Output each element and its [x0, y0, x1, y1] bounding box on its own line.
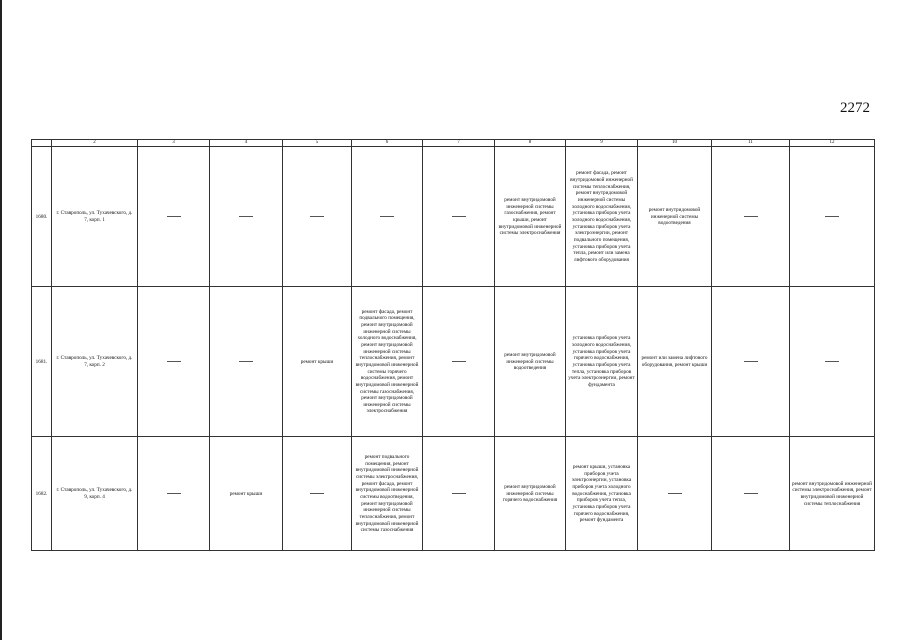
work-cell: ремонт крыши — [283, 287, 352, 437]
empty-cell — [712, 437, 790, 551]
empty-cell — [138, 287, 210, 437]
empty-cell — [712, 147, 790, 287]
empty-cell — [283, 437, 352, 551]
table-row — [32, 147, 875, 287]
dash-mark — [167, 493, 181, 494]
header-row — [32, 140, 875, 147]
address-cell: г. Ставрополь, ул. Тухачевского, д. 7, корп. 1 — [52, 147, 138, 287]
work-cell: ремонт подвального помещения, ремонт внутридомовой инженерной системы электроснабжения, ремонт фасада, ремонт внутридомовой инженерной системы водоотведения, ремонт внутридомовой инженерной системы теплоснабжения, ремонт внутридомовой инженерной системы газоснабжения — [352, 437, 423, 551]
header-cell: 9 — [566, 140, 638, 147]
header-cell: 7 — [423, 140, 495, 147]
work-cell: ремонт внутридомовой инженерной системы горячего водоснабжения — [495, 437, 566, 551]
dash-mark — [452, 361, 466, 362]
dash-mark — [825, 216, 839, 217]
work-cell: ремонт крыши — [210, 437, 283, 551]
empty-cell — [352, 147, 423, 287]
empty-cell — [638, 437, 712, 551]
header-cell: 2 — [52, 140, 138, 147]
header-cell: 8 — [495, 140, 566, 147]
empty-cell — [138, 437, 210, 551]
page-number: 2272 — [840, 100, 870, 116]
dash-mark — [310, 216, 324, 217]
empty-cell — [423, 437, 495, 551]
empty-cell — [138, 147, 210, 287]
work-cell: ремонт внутридомовой инженерной системы газоснабжения, ремонт крыши, ремонт внутридомовой инженерной системы электроснабжения — [495, 147, 566, 287]
header-cell: 3 — [138, 140, 210, 147]
work-cell: ремонт фасада, ремонт подвального помещения, ремонт внутридомовой инженерной системы холодного водоснабжения, ремонт внутридомовой инженерной системы теплоснабжения, ремонт внутридомовой инженерной системы горячего водоснабжения, ремонт внутридомовой инженерной системы газоснабжения, ремонт внутридомовой инженерной системы электроснабжения — [352, 287, 423, 437]
dash-mark — [744, 216, 758, 217]
row-number: 1682. — [32, 437, 52, 551]
work-cell: ремонт внутридомовой инженерной системы водоотведения — [638, 147, 712, 287]
work-cell: ремонт внутридомовой инженерной системы водоотведения — [495, 287, 566, 437]
row-number: 1680. — [32, 147, 52, 287]
dash-mark — [310, 493, 324, 494]
row-number: 1681. — [32, 287, 52, 437]
dash-mark — [239, 216, 253, 217]
empty-cell — [210, 147, 283, 287]
empty-cell — [423, 147, 495, 287]
dash-mark — [239, 361, 253, 362]
empty-cell — [712, 287, 790, 437]
empty-cell — [423, 287, 495, 437]
header-cell: 5 — [283, 140, 352, 147]
work-cell: ремонт внутридомовой инженерной системы электроснабжения, ремонт внутридомовой инженерной системы теплоснабжения — [790, 437, 875, 551]
dash-mark — [668, 493, 682, 494]
page-edge-line — [0, 0, 2, 640]
table-row — [32, 437, 875, 551]
table-row — [32, 287, 875, 437]
address-cell: г. Ставрополь, ул. Тухачевского, д. 9, корп. 4 — [52, 437, 138, 551]
work-cell: ремонт фасада, ремонт внутридомовой инженерной системы теплоснабжения, ремонт внутридомовой инженерной системы холодного водоснабжения, установка приборов учета холодного водоснабжения, установка приборов учета электроэнергии, ремонт подвального помещения, установка приборов учета тепла, ремонт или замена лифтового оборудования — [566, 147, 638, 287]
header-cell — [32, 140, 52, 147]
work-cell: установка приборов учета холодного водоснабжения, установка приборов учета горячего водоснабжения, установка приборов учета тепла, установка приборов учета электроэнергии, ремонт фундамента — [566, 287, 638, 437]
header-cell: 11 — [712, 140, 790, 147]
dash-mark — [452, 216, 466, 217]
dash-mark — [825, 361, 839, 362]
empty-cell — [283, 147, 352, 287]
dash-mark — [452, 493, 466, 494]
dash-mark — [167, 361, 181, 362]
address-cell: г. Ставрополь, ул. Тухачевского, д. 7, корп. 2 — [52, 287, 138, 437]
work-cell: ремонт или замена лифтового оборудования, ремонт крыши — [638, 287, 712, 437]
header-cell: 6 — [352, 140, 423, 147]
header-cell: 10 — [638, 140, 712, 147]
dash-mark — [744, 493, 758, 494]
header-cell: 12 — [790, 140, 875, 147]
empty-cell — [210, 287, 283, 437]
header-cell: 4 — [210, 140, 283, 147]
dash-mark — [167, 216, 181, 217]
empty-cell — [790, 287, 875, 437]
empty-cell — [790, 147, 875, 287]
dash-mark — [744, 361, 758, 362]
work-cell: ремонт крыши, установка приборов учета электроэнергии, установка приборов учета холодного водоснабжения, установка приборов учета тепла, установка приборов учета горячего водоснабжения, ремонт фундамента — [566, 437, 638, 551]
dash-mark — [380, 216, 394, 217]
repair-schedule-table — [31, 139, 875, 551]
